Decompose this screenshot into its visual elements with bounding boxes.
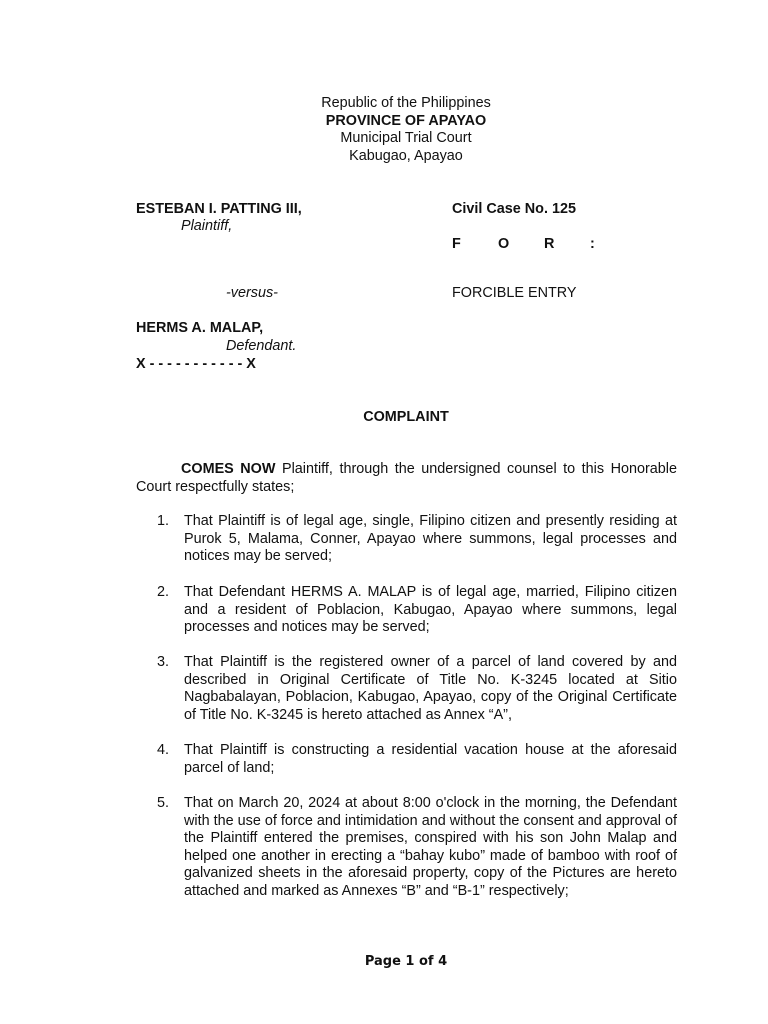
province-line: PROVINCE OF APAYAO <box>325 113 487 129</box>
plaintiff-name: ESTEBAN I. PATTING III, <box>136 201 302 217</box>
for-letter: O <box>498 236 510 252</box>
allegation-text: That Plaintiff is constructing a residential vacation house at the aforesaid parcel of land; <box>184 742 677 776</box>
defendant-name: HERMS A. MALAP, <box>136 320 264 336</box>
allegation-text: That Plaintiff is the registered owner of a parcel of land covered by and described in Original Certificate of Title No. K-3245 located at Sitio Nagbabalayan, Poblacion, Kabugao, Apayao, copy of the Original Certificate of Title No. K-3245 is hereto attached as Annex “A”, <box>184 654 677 723</box>
plaintiff-role: Plaintiff, <box>181 218 233 234</box>
intro-paragraph <box>136 461 677 496</box>
allegation-number: 5. <box>157 795 170 811</box>
location-line: Kabugao, Apayao <box>349 148 463 164</box>
document-title: COMPLAINT <box>363 409 449 425</box>
defendant-role: Defendant. <box>226 338 297 354</box>
versus-label: -versus- <box>226 285 278 301</box>
case-number: Civil Case No. 125 <box>452 201 576 217</box>
republic-line: Republic of the Philippines <box>321 95 491 111</box>
allegation-number: 3. <box>157 654 170 670</box>
for-letter: R <box>544 236 555 252</box>
for-letter: : <box>590 236 595 252</box>
page-number: Page 1 of 4 <box>364 954 448 969</box>
allegation-number: 2. <box>157 584 170 600</box>
caption-separator: X - - - - - - - - - - - X <box>136 356 256 372</box>
allegation-text: That on March 20, 2024 at about 8:00 o'clock in the morning, the Defendant with the use of force and intimidation and without the consent and approval of the Plaintiff entered the premises, conspired with his son John Malap and helped one another in erecting a “bahay kubo” made of bamboo with roof of galvanized sheets in the aforesaid property, copy of the Pictures are hereto attached and marked as Annexes “B” and “B-1” respectively; <box>184 795 677 899</box>
allegation-number: 1. <box>157 513 170 529</box>
intro-text: Plaintiff, through the undersigned counsel to this Honorable Court respectfully states; <box>136 461 678 495</box>
for-letter: F <box>452 236 461 252</box>
case-nature: FORCIBLE ENTRY <box>452 285 577 301</box>
for-label <box>452 236 636 254</box>
court-line: Municipal Trial Court <box>340 130 472 146</box>
allegation-text: That Defendant HERMS A. MALAP is of legal age, married, Filipino citizen and a resident of Poblacion, Kabugao, Apayao where summons, legal processes and notices may be served; <box>184 584 677 636</box>
allegation-number: 4. <box>157 742 170 758</box>
allegation-text: That Plaintiff is of legal age, single, Filipino citizen and presently residing at Purok 5, Malama, Conner, Apayao where summons, legal processes and notices may be served; <box>184 513 677 565</box>
intro-lead: COMES NOW <box>181 461 276 477</box>
